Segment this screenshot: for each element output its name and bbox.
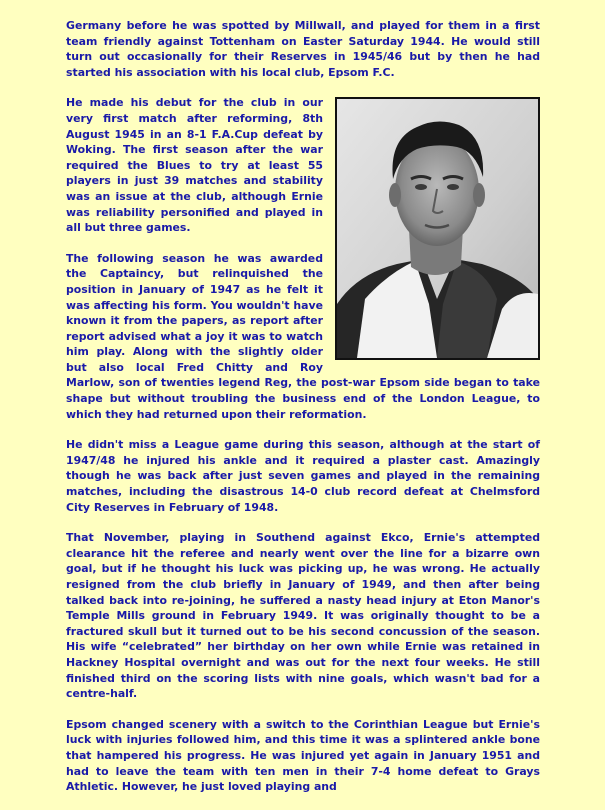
paragraph-4: He didn't miss a League game during this season, although at the start of 1947/48 he injured his ankle and it required a plaster cast. Amazingly though he was back after just seven games and played in the remaining matches, including the disastrous 14-0 club record defeat at Chelmsford City Reserves in February of 1948. <box>66 438 540 514</box>
portrait-illustration <box>337 99 538 358</box>
paragraph-2: He made his debut for the club in our very first match after reforming, 8th August 1945 in an 8-1 F.A.Cup defeat by Woking. The first season after the war required the Blues to try at least 55 players in just 39 matches and stability was an issue at the club, although Ernie was reliability personified and played in all but three games. <box>66 96 323 235</box>
paragraph-6: Epsom changed scenery with a switch to the Corinthian League but Ernie's luck with injuries followed him, and this time it was a splintered ankle bone that hampered his progress. He was injured yet again in January 1951 and had to leave the team with ten men in their 7-4 home defeat to Grays Athletic. However, he just loved playing and <box>66 717 540 794</box>
paragraph-3: The following season he was awarded the Captaincy, but relinquished the position in January of 1947 as he felt it was affecting his form. You wouldn't have known it from the papers, as report after report advised what a joy it was to watch him play. Along with the slightly older but also local Fred Chitty and Roy Marlow, son of twenties legend Reg, the post-war Epsom side began to take shape but without troubling the business end of the London League, to which they had returned upon their reformation. <box>66 251 540 421</box>
player-portrait-photo <box>335 97 540 360</box>
article-body <box>66 18 540 810</box>
paragraph-1: Germany before he was spotted by Millwall, and played for them in a first team friendly against Tottenham on Easter Saturday 1944. He would still turn out occasionally for their Reserves in 1945/46 but by then he had started his association with his local club, Epsom F.C. <box>66 19 540 79</box>
paragraph-5: That November, playing in Southend against Ekco, Ernie's attempted clearance hit the referee and nearly went over the line for a bizarre own goal, but if he thought his luck was picking up, he was wrong. He actually resigned from the club briefly in January of 1949, and then after being talked back into re-joining, he suffered a nasty head injury at Eton Manor's Temple Mills ground in February 1949. It was originally thought to be a fractured skull but it turned out to be his second concussion of the season. His wife “celebrated” her birthday on her own while Ernie was retained in Hackney Hospital overnight and was out for the next four weeks. He still finished third on the scoring lists with nine goals, which wasn't bad for a centre-half. <box>66 531 540 701</box>
